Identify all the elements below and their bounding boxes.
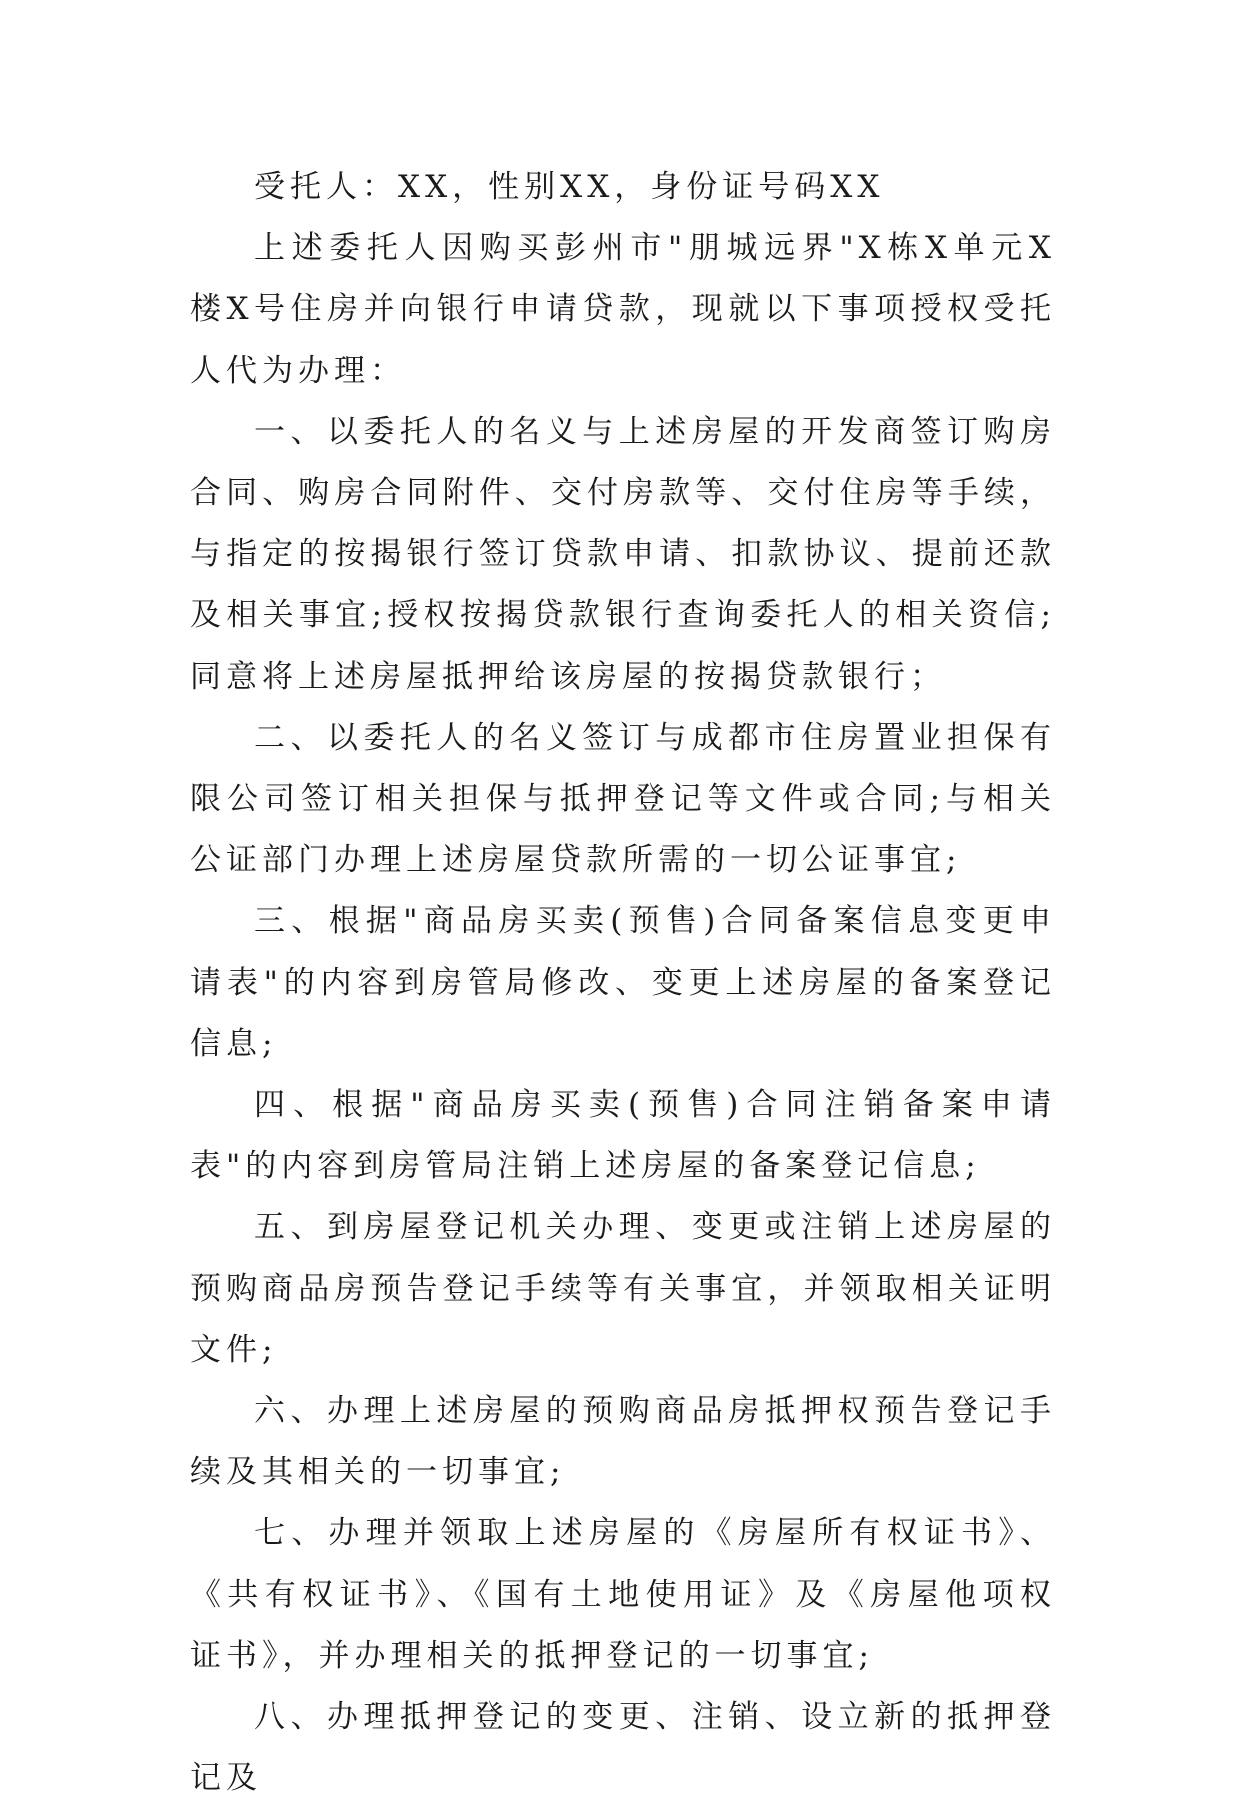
paragraph-trustee: 受托人：XX，性别XX，身份证号码XX [254,169,885,205]
paragraph-item-8: 八、办理抵押登记的变更、注销、设立新的抵押登记及 [190,1699,1056,1797]
paragraph-item-2: 二、以委托人的名义签订与成都市住房置业担保有限公司签订相关担保与抵押登记等文件或合同;与相关公证部门办理上述房屋贷款所需的一切公证事宜; [190,719,1056,879]
paragraph-item-1: 一、以委托人的名义与上述房屋的开发商签订购房合同、购房合同附件、交付房款等、交付住房等手续，与指定的按揭银行签订贷款申请、扣款协议、提前还款及相关事宜;授权按揭贷款银行查询委托人的相关资信;同意将上述房屋抵押给该房屋的按揭贷款银行； [190,413,1056,695]
paragraph-item-4: 四、根据"商品房买卖(预售)合同注销备案申请表"的内容到房管局注销上述房屋的备案登记信息; [190,1087,1056,1185]
document-body [190,157,1056,1809]
paragraph-item-3: 三、根据"商品房买卖(预售)合同备案信息变更申请表"的内容到房管局修改、变更上述房屋的备案登记信息; [190,903,1056,1062]
paragraph-item-5: 五、到房屋登记机关办理、变更或注销上述房屋的预购商品房预告登记手续等有关事宜，并领取相关证明文件; [190,1209,1056,1368]
paragraph-item-6: 六、办理上述房屋的预购商品房抵押权预告登记手续及其相关的一切事宜; [190,1393,1056,1491]
paragraph-item-7: 七、办理并领取上述房屋的《房屋所有权证书》、《共有权证书》、《国有土地使用证》及《房屋他项权证书》，并办理相关的抵押登记的一切事宜; [190,1515,1056,1674]
paragraph-preamble: 上述委托人因购买彭州市"朋城远界"X栋X单元X楼X号住房并向银行申请贷款，现就以下事项授权受托人代为办理： [190,230,1056,389]
